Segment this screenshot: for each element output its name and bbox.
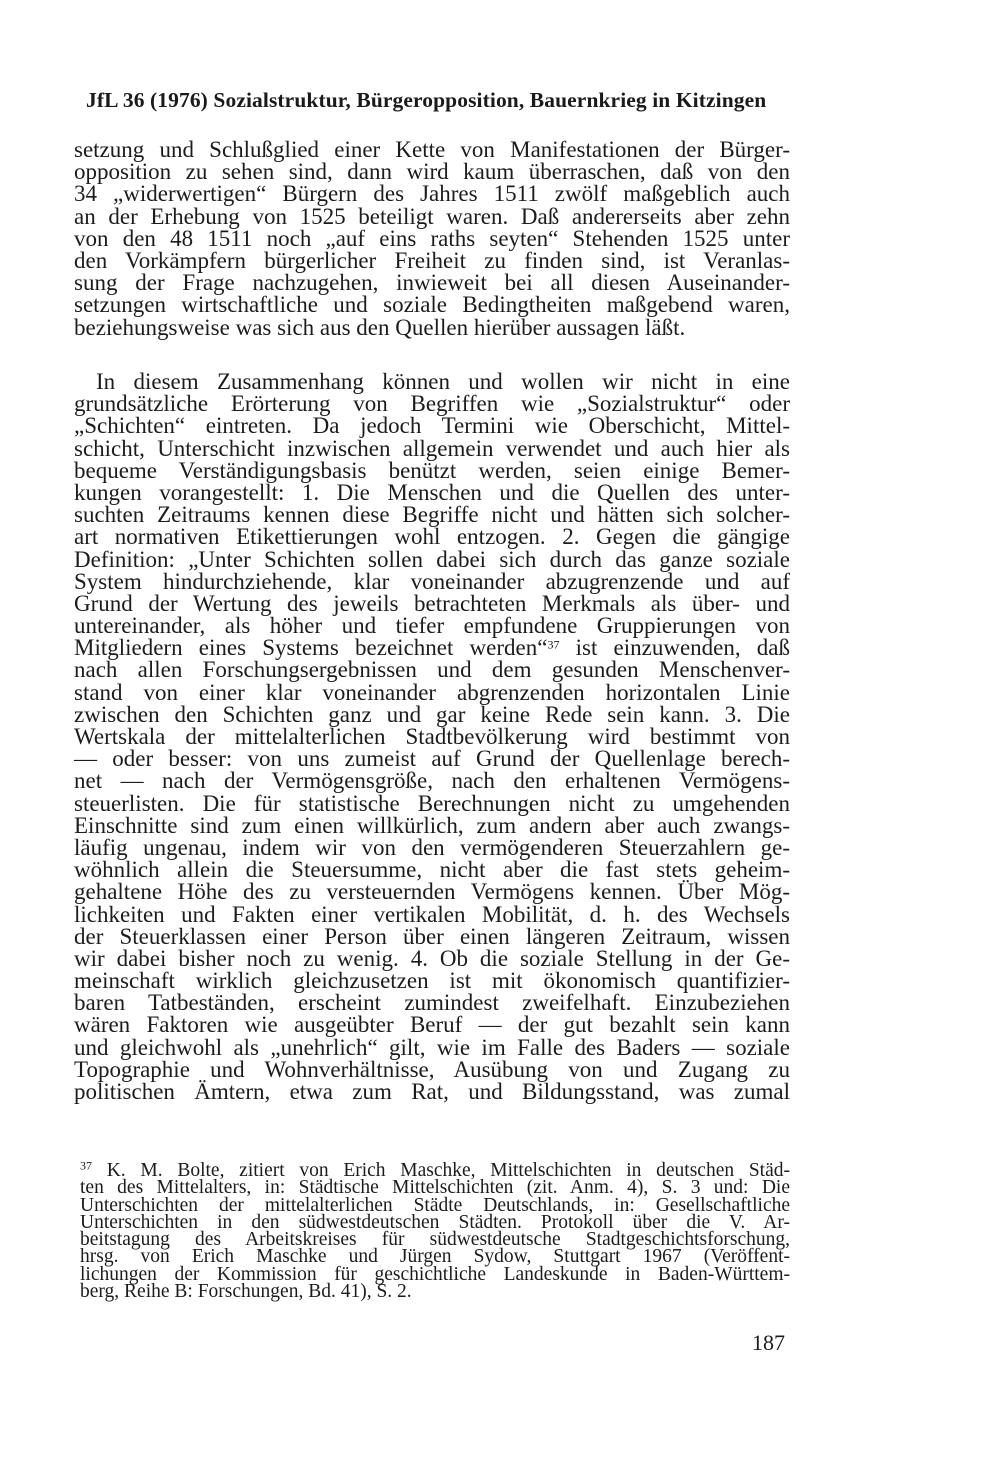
text-line: nach allen Forschungsergebnissen und dem gesunden Menschenver- [74, 657, 790, 683]
text-line: setzungen wirtschaftliche und soziale Bedingtheiten maßgebend waren, [74, 292, 790, 318]
text-line-with-footnote-ref [74, 637, 790, 659]
page-number: 187 [752, 1330, 785, 1355]
text-line: von den 48 1511 noch „auf eins raths seyten“ Stehenden 1525 unter [74, 225, 790, 251]
text-line: untereinander, als höher und tiefer empfundene Gruppierungen von [74, 613, 790, 639]
footnote-line: berg, Reihe B: Forschungen, Bd. 41), S. 2. [80, 1281, 412, 1303]
footnotes [80, 1158, 790, 1303]
text-line: den Vorkämpfern bürgerlicher Freiheit zu finden sind, ist Veranlas- [74, 247, 790, 273]
footnote-text: K. M. Bolte, zitiert von Erich Maschke, Mittelschichten in deutschen Städ- [106, 1160, 790, 1181]
text-line: Einschnitte sind zum einen willkürlich, zum andern aber auch zwangs- [74, 812, 790, 838]
text-line: Topographie und Wohnverhältnisse, Ausübung von und Zugang zu [74, 1056, 790, 1082]
text-line: an der Erhebung von 1525 beteiligt waren. Daß andererseits aber zehn [74, 203, 790, 229]
paragraph-2 [74, 371, 790, 1103]
text-fragment: Mitgliedern eines Systems bezeichnet werden“ [74, 635, 548, 661]
paragraph-1 [74, 139, 790, 339]
text-line: wären Faktoren wie ausgeübter Beruf — der gut bezahlt sein kann [74, 1012, 790, 1038]
text-line: gehaltene Höhe des zu versteuernden Vermögens kennen. Über Mög- [74, 879, 790, 905]
footnote-line: Unterschichten in den südwestdeutschen Städten. Protokoll über die V. Ar- [80, 1211, 790, 1233]
text-line: lichkeiten und Fakten einer vertikalen Mobilität, d. h. des Wechsels [74, 901, 790, 927]
footnote-line: beitstagung des Arbeitskreises für südwestdeutsche Stadtgeschichtsforschung, [80, 1229, 790, 1251]
text-line: steuerlisten. Die für statistische Berechnungen nicht zu umgehenden [74, 790, 790, 816]
text-line: net — nach der Vermögensgröße, nach den erhaltenen Vermögens- [74, 768, 790, 794]
footnote-line: lichungen der Kommission für geschichtliche Landeskunde in Baden-Württem- [80, 1263, 790, 1285]
text-fragment: ist einzuwenden, daß [559, 635, 790, 661]
text-line: Wertskala der mittelalterlichen Stadtbevölkerung wird bestimmt von [74, 724, 790, 749]
running-head: JfL 36 (1976) Sozialstruktur, Bürgeropposition, Bauernkrieg in Kitzingen [86, 88, 767, 112]
footnote-line: hrsg. von Erich Maschke und Jürgen Sydow, Stuttgart 1967 (Veröffent- [80, 1246, 790, 1268]
text-line: sung der Frage nachzugehen, inwieweit bei all diesen Auseinander- [74, 270, 790, 296]
text-line: stand von einer klar voneinander abgrenzenden horizontalen Linie [74, 679, 790, 705]
text-line: und gleichwohl als „unehrlich“ gilt, wie im Falle des Baders — soziale [74, 1034, 790, 1060]
text-line: — oder besser: von uns zumeist auf Grund der Quellenlage berech- [74, 746, 790, 772]
text-line: grundsätzliche Erörterung von Begriffen wie „Sozialstruktur“ oder [74, 391, 790, 417]
text-line: kungen vorangestellt: 1. Die Menschen und die Quellen des unter- [74, 479, 790, 505]
text-line: setzung und Schlußglied einer Kette von Manifestationen der Bürger- [74, 137, 790, 162]
text-line: meinschaft wirklich gleichzusetzen ist mit ökonomisch quantifizier- [74, 968, 790, 994]
text-line: art normativen Etikettierungen wohl entzogen. 2. Gegen die gängige [74, 524, 790, 550]
text-line: schicht, Unterschicht inzwischen allgemein verwendet und auch hier als [74, 435, 790, 461]
text-line: zwischen den Schichten ganz und gar keine Rede sein kann. 3. Die [74, 701, 790, 727]
text-line: suchten Zeitraums kennen diese Begriffe nicht und hätten sich solcher- [74, 502, 790, 528]
footnote-line: Unterschichten der mittelalterlichen Städte Deutschlands, in: Gesellschaftliche [80, 1194, 790, 1216]
text-line: bequeme Verständigungsbasis benützt werden, seien einige Bemer- [74, 457, 790, 483]
footnote-line: ten des Mittelalters, in: Städtische Mittelschichten (zit. Anm. 4), S. 3 und: Die [80, 1177, 790, 1199]
footnote-marker: 37 [80, 1158, 92, 1173]
text-line: läufig ungenau, indem wir von den vermögenderen Steuerzahlern ge- [74, 834, 790, 860]
text-line: wöhnlich allein die Steuersumme, nicht aber die fast stets geheim- [74, 857, 790, 883]
text-line: beziehungsweise was sich aus den Quellen hierüber aussagen läßt. [74, 314, 686, 340]
text-line: Grund der Wertung des jeweils betrachteten Merkmals als über- und [74, 590, 790, 616]
text-line: opposition zu sehen sind, dann wird kaum überraschen, daß von den [74, 159, 790, 185]
text-line: Definition: „Unter Schichten sollen dabei sich durch das ganze soziale [74, 546, 790, 572]
text-line: „Schichten“ eintreten. Da jedoch Termini wie Oberschicht, Mittel- [74, 413, 790, 439]
text-line: der Steuerklassen einer Person über einen längeren Zeitraum, wissen [74, 923, 790, 949]
text-line: politischen Ämtern, etwa zum Rat, und Bildungsstand, was zumal [74, 1079, 790, 1104]
text-line: wir dabei bisher noch zu wenig. 4. Ob die soziale Stellung in der Ge- [74, 945, 790, 971]
text-line: System hindurchziehende, klar voneinander abzugrenzende und auf [74, 568, 790, 594]
text-line: 34 „widerwertigen“ Bürgern des Jahres 1511 zwölf maßgeblich auch [74, 181, 790, 207]
text-line: In diesem Zusammenhang können und wollen wir nicht in eine [96, 369, 790, 394]
footnote-reference[interactable]: 37 [547, 637, 560, 652]
text-line: baren Tatbeständen, erscheint zumindest zweifelhaft. Einzubeziehen [74, 990, 790, 1016]
